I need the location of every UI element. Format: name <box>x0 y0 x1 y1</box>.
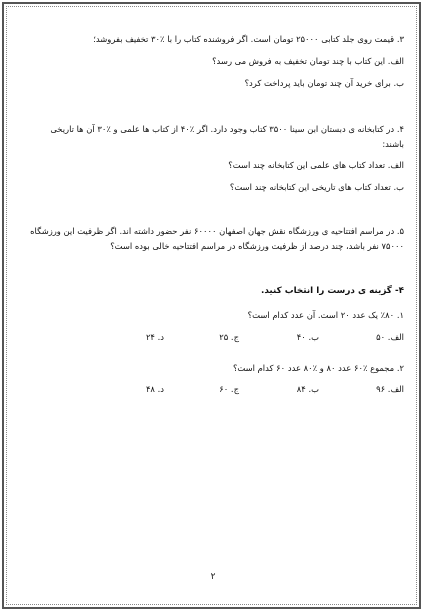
page-number: ۲ <box>210 572 216 582</box>
section-4-title: ۴- گزینه ی درست را انتخاب کنید. <box>260 286 404 296</box>
mc2-option-a: الف. ۹۶ <box>376 384 404 394</box>
mc-question-2-options <box>24 384 404 395</box>
mc1-option-c: ج. ۲۵ <box>219 332 239 342</box>
mc1-option-d: د. ۲۴ <box>145 332 164 342</box>
question-4-line-1: ۴. در کتابخانه ی دبستان ابن سینا ۳۵۰۰ کتاب وجود دارد. اگر ٪۴۰ از کتاب ها علمی و ٪۳۰ آن ها تاریخی <box>50 124 404 134</box>
question-4-part-b: ب. تعداد کتاب های تاریخی این کتابخانه چند است؟ <box>229 182 404 192</box>
mc-question-1-options <box>24 332 404 343</box>
question-3-part-a: الف. این کتاب با چند تومان تخفیف به فروش می رسد؟ <box>212 56 404 66</box>
question-3: ۳. قیمت روی جلد کتابی ۲۵۰۰۰ تومان است. اگر فروشنده کتاب را با ٪۳۰ تخفیف بفروشد؛ <box>93 34 404 44</box>
page-border <box>2 2 421 609</box>
mc-question-1: ۱. ٪۸۰ یک عدد ۲۰ است. آن عدد کدام است؟ <box>247 310 404 320</box>
mc1-option-b: ب. ۴۰ <box>296 332 319 342</box>
mc1-option-a: الف. ۵۰ <box>376 332 404 342</box>
mc2-option-d: د. ۴۸ <box>145 384 164 394</box>
question-3-part-b: ب. برای خرید آن چند تومان باید پرداخت کرد؟ <box>244 78 404 88</box>
mc2-option-c: ج. ۶۰ <box>219 384 239 394</box>
question-5-line-1: ۵. در مراسم افتتاحیه ی ورزشگاه نقش جهان اصفهان ۶۰۰۰۰ نفر حضور داشته اند. اگر ظرفیت این ورزشگاه <box>30 226 404 236</box>
question-5-line-2: ۷۵۰۰۰ نفر باشد، چند درصد از ظرفیت ورزشگاه در مراسم افتتاحیه خالی بوده است؟ <box>110 241 404 251</box>
mc-question-2: ۲. مجموع ٪۶۰ عدد ۸۰ و ٪۸۰ عدد ۶۰ کدام است؟ <box>232 363 404 373</box>
question-4-part-a: الف. تعداد کتاب های علمی این کتابخانه چند است؟ <box>228 160 404 170</box>
mc2-option-b: ب. ۸۴ <box>296 384 319 394</box>
question-4-line-2: باشند: <box>382 139 404 149</box>
